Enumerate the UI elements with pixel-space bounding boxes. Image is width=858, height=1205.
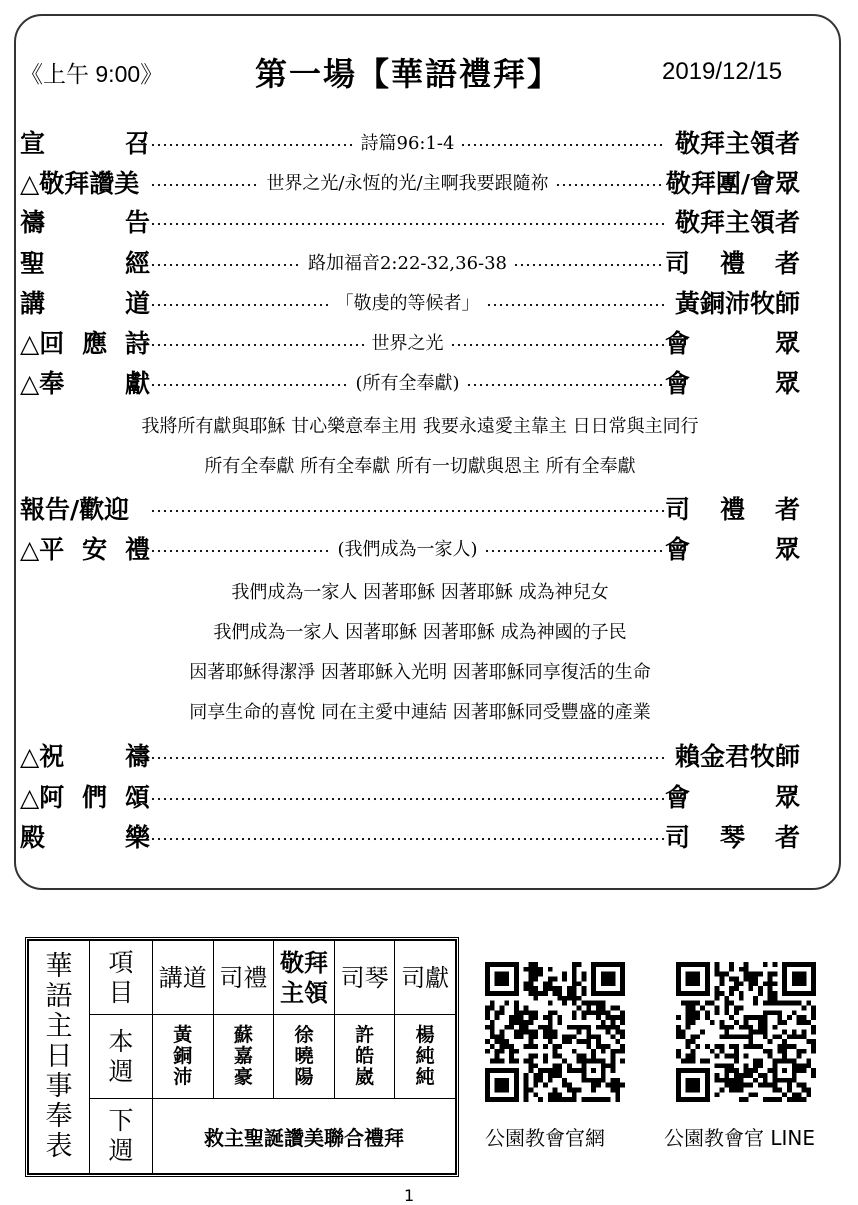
role-worship-leader: 敬拜 主領: [274, 941, 335, 1015]
order-row: [20, 124, 800, 160]
order-item-leader: 會 眾: [665, 783, 800, 812]
peace-lyric-line: 因著耶穌得潔淨 因著耶穌入光明 因著耶穌同享復活的生命: [189, 662, 651, 683]
row-label-this-week: 本 週: [90, 1015, 153, 1099]
qr-caption-line: 公園教會官 LINE: [664, 1126, 815, 1150]
order-row: [20, 244, 800, 280]
order-item-leader: 會 眾: [665, 535, 800, 564]
order-item-label: △回 應 詩: [20, 329, 150, 358]
row-label-item: 項 目: [90, 941, 153, 1015]
dot-leader: [150, 364, 665, 400]
order-item-label: 宣 召: [20, 129, 150, 158]
dot-leader: [150, 818, 665, 854]
order-row: [20, 778, 800, 814]
order-row: [20, 164, 800, 200]
order-row: [20, 324, 800, 360]
order-item-label: 報告/歡迎: [20, 495, 130, 524]
order-item-leader: 賴金君牧師: [674, 742, 800, 771]
this-week-worship-leader: 徐 曉 陽: [274, 1015, 335, 1099]
peace-lyric-line: 同享生命的喜悅 同在主愛中連結 因著耶穌同受豐盛的產業: [189, 702, 651, 723]
dot-leader: [150, 124, 665, 160]
offering-lyric-line: 所有全奉獻 所有全奉獻 所有一切獻與恩主 所有全奉獻: [204, 456, 636, 477]
this-week-preacher: 黃 銅 沛: [153, 1015, 214, 1099]
dot-leader: [150, 737, 665, 773]
role-pianist: 司琴: [334, 941, 395, 1015]
service-time: 《上午 9:00》: [20, 60, 164, 87]
role-liturgist: 司禮: [213, 941, 274, 1015]
order-item-label: △奉 獻: [20, 369, 150, 398]
role-offering: 司獻: [395, 941, 456, 1015]
service-date: 2019/12/15: [662, 58, 783, 85]
order-item-label: 禱 告: [20, 208, 150, 237]
order-item-label: 殿 樂: [20, 823, 150, 852]
dot-leader: [150, 778, 665, 814]
order-item-content: 詩篇96:1-4: [360, 133, 455, 154]
qr-code-icon[interactable]: [485, 962, 625, 1102]
order-item-label: △平 安 禮: [20, 535, 150, 564]
order-item-content: (我們成為一家人): [337, 539, 478, 560]
row-label-next-week: 下 週: [90, 1099, 153, 1174]
offering-lyric-line: 我將所有獻與耶穌 甘心樂意奉主用 我要永遠愛主靠主 日日常與主同行: [141, 416, 699, 437]
dot-leader: [150, 530, 665, 566]
order-row: [20, 490, 800, 526]
order-item-content: 世界之光/永恆的光/主啊我要跟隨祢: [266, 173, 549, 194]
order-item-leader: 敬拜主領者: [674, 129, 800, 158]
next-week-service: 救主聖誕讚美聯合禮拜: [153, 1099, 456, 1174]
qr-code-icon[interactable]: [676, 962, 816, 1102]
order-item-label: △阿 們 頌: [20, 783, 150, 812]
order-item-content: 路加福音2:22-32,36-38: [307, 253, 508, 274]
order-row: [20, 530, 800, 566]
dot-leader: [150, 324, 665, 360]
dot-leader: [150, 203, 665, 239]
this-week-liturgist: 蘇 嘉 豪: [213, 1015, 274, 1099]
order-item-leader: 司 禮 者: [665, 495, 800, 524]
order-item-label: △敬拜讚美: [20, 169, 140, 198]
order-item-content: 「敬虔的等候者」: [335, 293, 480, 314]
role-preach: 講道: [153, 941, 214, 1015]
order-row: [20, 818, 800, 854]
order-item-leader: 敬拜團/會眾: [665, 169, 800, 198]
dot-leader: [150, 284, 665, 320]
dot-leader: [150, 164, 665, 200]
order-item-label: △祝 禱: [20, 742, 150, 771]
order-item-label: 講 道: [20, 289, 150, 318]
peace-lyric-line: 我們成為一家人 因著耶穌 因著耶穌 成為神國的子民: [213, 622, 627, 643]
order-item-leader: 黃銅沛牧師: [674, 289, 800, 318]
order-item-content: (所有全奉獻): [355, 373, 460, 394]
service-title: 第一場【華語禮拜】: [255, 55, 562, 93]
order-item-leader: 司 禮 者: [665, 249, 800, 278]
order-item-leader: 會 眾: [665, 369, 800, 398]
qr-caption-website: 公園教會官網: [485, 1126, 605, 1150]
duty-roster: [25, 937, 459, 1177]
this-week-offering: 楊 純 純: [395, 1015, 456, 1099]
dot-leader: [150, 244, 665, 280]
page-number: 1: [404, 1186, 415, 1205]
this-week-pianist: 許 皓 崴: [334, 1015, 395, 1099]
peace-lyric-line: 我們成為一家人 因著耶穌 因著耶穌 成為神兒女: [231, 582, 609, 603]
order-row: [20, 284, 800, 320]
duty-roster-title: 華 語 主 日 事 奉 表: [29, 941, 90, 1174]
order-item-leader: 司 琴 者: [665, 823, 800, 852]
order-row: [20, 203, 800, 239]
order-item-label: 聖 經: [20, 249, 150, 278]
order-item-content: 世界之光: [371, 333, 444, 354]
order-row: [20, 737, 800, 773]
order-item-leader: 會 眾: [665, 329, 800, 358]
dot-leader: [150, 490, 665, 526]
order-item-leader: 敬拜主領者: [674, 208, 800, 237]
order-row: [20, 364, 800, 400]
